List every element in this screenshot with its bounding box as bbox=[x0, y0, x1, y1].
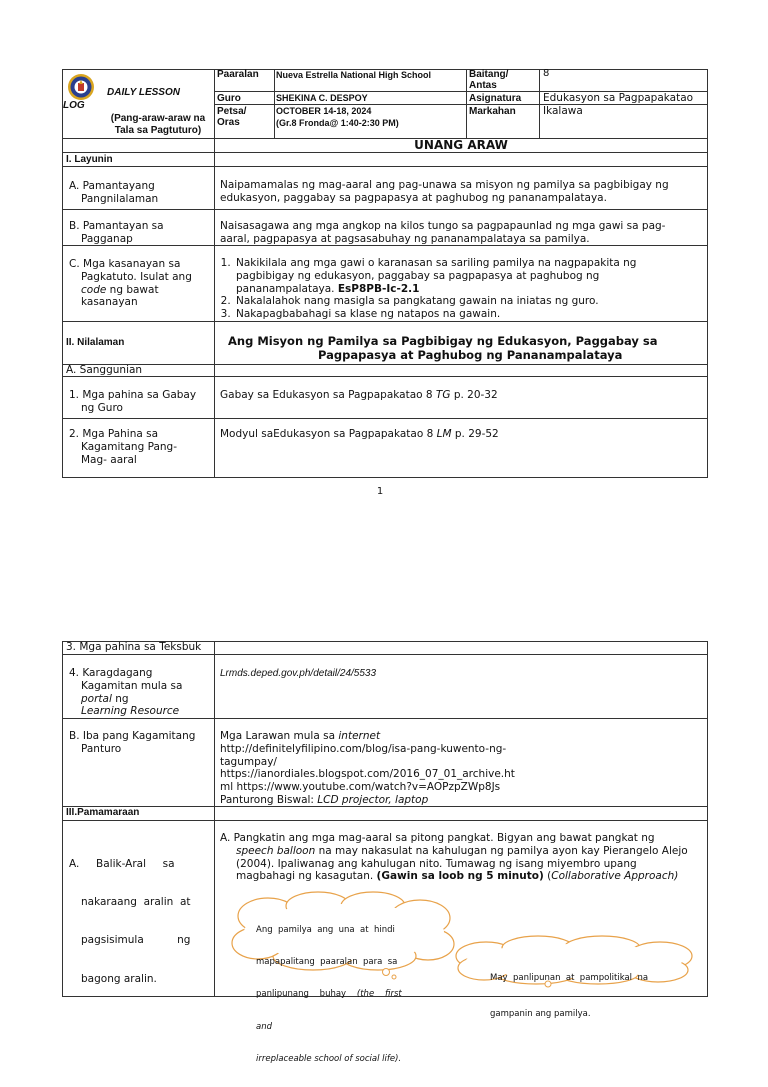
lesson-log-title: DAILY LESSON bbox=[107, 87, 180, 98]
rb-line-3: tagumpay/ bbox=[220, 755, 277, 768]
nilalaman-text-2: Pagpapasya at Paghubog ng Pananampalataya bbox=[318, 348, 623, 362]
pamantayan-sa-pagganap-text bbox=[220, 220, 665, 246]
rb-line-6: Panturong Biswal: LCD projector, laptop bbox=[220, 793, 429, 806]
petsa-value-1: OCTOBER 14-18, 2024 bbox=[276, 106, 372, 116]
cloud-1-line-1: Ang pamilya ang una at hindi bbox=[256, 924, 395, 935]
a-text-line-1: Naipamamalas ng mag-aaral ang pag-unawa sa misyon ng pamilya sa pagbibigay ng bbox=[220, 179, 669, 191]
pamantayang-pangnilalaman-label bbox=[69, 180, 158, 206]
kasanayan-item-3: 3. Nakapagbabahagi sa klase ng natapos na gawain. bbox=[234, 308, 700, 321]
rb-line-1: Mga Larawan mula sa internet bbox=[220, 730, 381, 742]
kasanayan-label bbox=[69, 258, 192, 309]
pamamaraan-heading: III.Pamamaraan bbox=[66, 807, 140, 818]
teksbuk-label: 3. Mga pahina sa Teksbuk bbox=[66, 641, 202, 653]
day-heading: UNANG ARAW bbox=[414, 138, 508, 152]
r4-label-line-2: Kagamitan mula sa bbox=[81, 679, 183, 692]
paaralan-value: Nueva Estrella National High School bbox=[276, 70, 432, 80]
c-label-code: code bbox=[81, 283, 107, 296]
ra-label-line-3: pagsisimula ng bbox=[81, 934, 191, 947]
cloud-2-line-1: May panlipunan at pampolitikal na bbox=[490, 973, 649, 983]
rb-label-line-1: B. Iba pang Kagamitang bbox=[69, 730, 196, 742]
a-label-line-1: A. Pamantayang bbox=[69, 180, 155, 192]
kasanayan-item-2: 2. Nakalalahok nang masigla sa pangkatang gawain na iniatas ng guro. bbox=[234, 295, 700, 308]
pamantayang-pangnilalaman-text bbox=[220, 179, 669, 205]
ianordiales-link[interactable]: https://ianordiales.blogspot.com/2016_07_01_archive.ht bbox=[220, 768, 515, 781]
ra-line-4: magbahagi ng kasagutan. (Gawin sa loob ng 5 minuto) (Collaborative Approach) bbox=[236, 870, 679, 883]
pamantayan-sa-pagganap-label bbox=[69, 220, 164, 246]
balik-aral-label bbox=[69, 832, 191, 1011]
b-label-line-1: B. Pamantayan sa bbox=[69, 220, 164, 232]
lesson-log-subtitle-1: (Pang-araw-araw na bbox=[110, 113, 206, 124]
ra-label-line-4: bagong aralin. bbox=[81, 972, 157, 985]
layunin-heading: I. Layunin bbox=[66, 154, 113, 165]
petsa-label-2: Oras bbox=[217, 117, 240, 128]
lesson-log-title-log: LOG bbox=[63, 100, 85, 111]
deped-seal-logo-icon bbox=[66, 72, 96, 102]
r4-label-line-1: 4. Karagdagang bbox=[69, 667, 153, 679]
markahan-value: Ikalawa bbox=[543, 105, 583, 117]
c-label-line-1: C. Mga kasanayan sa bbox=[69, 258, 181, 270]
cloud-2-line-2: gampanin ang pamilya. bbox=[490, 1009, 591, 1019]
a-label-line-2: Pangnilalaman bbox=[81, 192, 159, 205]
guro-label: Guro bbox=[217, 93, 241, 104]
gabay-ng-guro-text: Gabay sa Edukasyon sa Pagpapakatao 8 TG p. 20-32 bbox=[220, 389, 498, 401]
markahan-label: Markahan bbox=[469, 106, 516, 117]
sanggunian-heading: A. Sanggunian bbox=[66, 364, 143, 376]
cloud-1-line-5: irreplaceable school of social life). bbox=[256, 1054, 402, 1065]
paaralan-label: Paaralan bbox=[217, 69, 259, 80]
nilalaman-heading: II. Nilalaman bbox=[66, 337, 125, 348]
cloud-1-line-2: mapapalitang paaralan para sa bbox=[256, 956, 398, 967]
rb-label-line-2: Panturo bbox=[81, 742, 122, 755]
cloud-2-text bbox=[490, 948, 670, 1044]
c-label-line-3 bbox=[69, 284, 192, 297]
competency-code: EsP8PB-Ic-2.1 bbox=[337, 282, 420, 295]
ra-line-1: A. Pangkatin ang mga mag-aaral sa pitong pangkat. Bigyan ang bawat pangkat ng bbox=[220, 832, 655, 844]
s2-label-line-2: Kagamitang Pang- bbox=[81, 440, 177, 453]
b-text-line-2: aaral, pagpapasya at pagsasabuhay ng pananampalataya sa pamilya. bbox=[220, 232, 590, 245]
nilalaman-text-1: Ang Misyon ng Pamilya sa Pagbibigay ng Edukasyon, Paggabay sa bbox=[228, 334, 658, 348]
page-number: 1 bbox=[376, 486, 384, 497]
c-label-rest: ng bawat bbox=[106, 283, 159, 296]
s1-label-line-2: ng Guro bbox=[81, 401, 123, 414]
iba-pang-kagamitan-text bbox=[220, 730, 515, 807]
baitang-value: 8 bbox=[543, 68, 550, 79]
cloud-1-line-3: panlipunang buhay (the first bbox=[256, 989, 402, 1000]
petsa-value-2: (Gr.8 Fronda@ 1:40-2:30 PM) bbox=[276, 118, 399, 128]
lrmds-link[interactable]: Lrmds.deped.gov.ph/detail/24/5533 bbox=[220, 668, 377, 679]
s2-label-line-3: Mag- aaral bbox=[81, 453, 137, 466]
r4-label-line-4: Learning Resource bbox=[81, 705, 180, 718]
iba-pang-kagamitan-label bbox=[69, 730, 195, 756]
ra-line-2: speech balloon na may nakasulat na kahulugan ng pamilya ayon kay Pierangelo Alejo bbox=[236, 844, 688, 857]
kasanayan-item-1: 1. Nakikilala ang mga gawi o karanasan sa sariling pamilya na nagpapakita ng pagbibigay ng edukasyon, paggabay sa pagpapasya at paghubog ng pananampalataya. EsP8PB-Ic-2.1 bbox=[234, 257, 700, 295]
balik-aral-text bbox=[220, 832, 688, 883]
s1-label-line-1: 1. Mga pahina sa Gabay bbox=[69, 389, 197, 401]
petsa-label-1: Petsa/ bbox=[217, 106, 247, 117]
b-text-line-1: Naisasagawa ang mga angkop na kilos tungo sa pagpapaunlad ng mga gawi sa pag- bbox=[220, 220, 666, 232]
a-text-line-2: edukasyon, paggabay sa pagpapasya at paghubog ng pananampalataya. bbox=[220, 191, 607, 204]
ra-label-line-2: nakaraang aralin at bbox=[81, 895, 191, 908]
kagamitang-mag-aaral-label bbox=[69, 428, 177, 466]
karagdagang-kagamitan-label bbox=[69, 667, 182, 718]
asignatura-value: Edukasyon sa Pagpapakatao bbox=[543, 92, 694, 104]
lesson-log-subtitle-2: Tala sa Pagtuturo) bbox=[114, 125, 202, 136]
guro-value: SHEKINA C. DESPOY bbox=[276, 93, 368, 103]
youtube-link[interactable]: ml https://www.youtube.com/watch?v=AOPzpZWp8Js bbox=[220, 781, 501, 794]
b-label-line-2: Pagganap bbox=[81, 232, 133, 245]
s2-label-line-1: 2. Mga Pahina sa bbox=[69, 428, 159, 440]
ra-line-3: (2004). Ipaliwanag ang kahulugan nito. Tumawag ng isang miyembro upang bbox=[236, 857, 637, 870]
gabay-ng-guro-label bbox=[69, 389, 196, 415]
baitang-label-1: Baitang/ bbox=[469, 69, 509, 80]
c-label-line-4: kasanayan bbox=[81, 296, 138, 309]
c-label-line-2: Pagkatuto. Isulat ang bbox=[81, 270, 192, 283]
r4-label-line-3: portal ng bbox=[81, 692, 129, 705]
kasanayan-list bbox=[220, 257, 700, 321]
asignatura-label: Asignatura bbox=[469, 93, 522, 104]
cloud-1-text bbox=[256, 903, 428, 1087]
kagamitang-mag-aaral-text: Modyul saEdukasyon sa Pagpapakatao 8 LM p. 29-52 bbox=[220, 428, 499, 440]
cloud-1-line-4: and bbox=[256, 1021, 272, 1032]
baitang-label-2: Antas bbox=[469, 80, 497, 91]
definitelyfilipino-link[interactable]: http://definitelyfilipino.com/blog/isa-pang-kuwento-ng- bbox=[220, 742, 507, 755]
ra-label-line-1: A. Balik-Aral sa bbox=[69, 857, 175, 870]
